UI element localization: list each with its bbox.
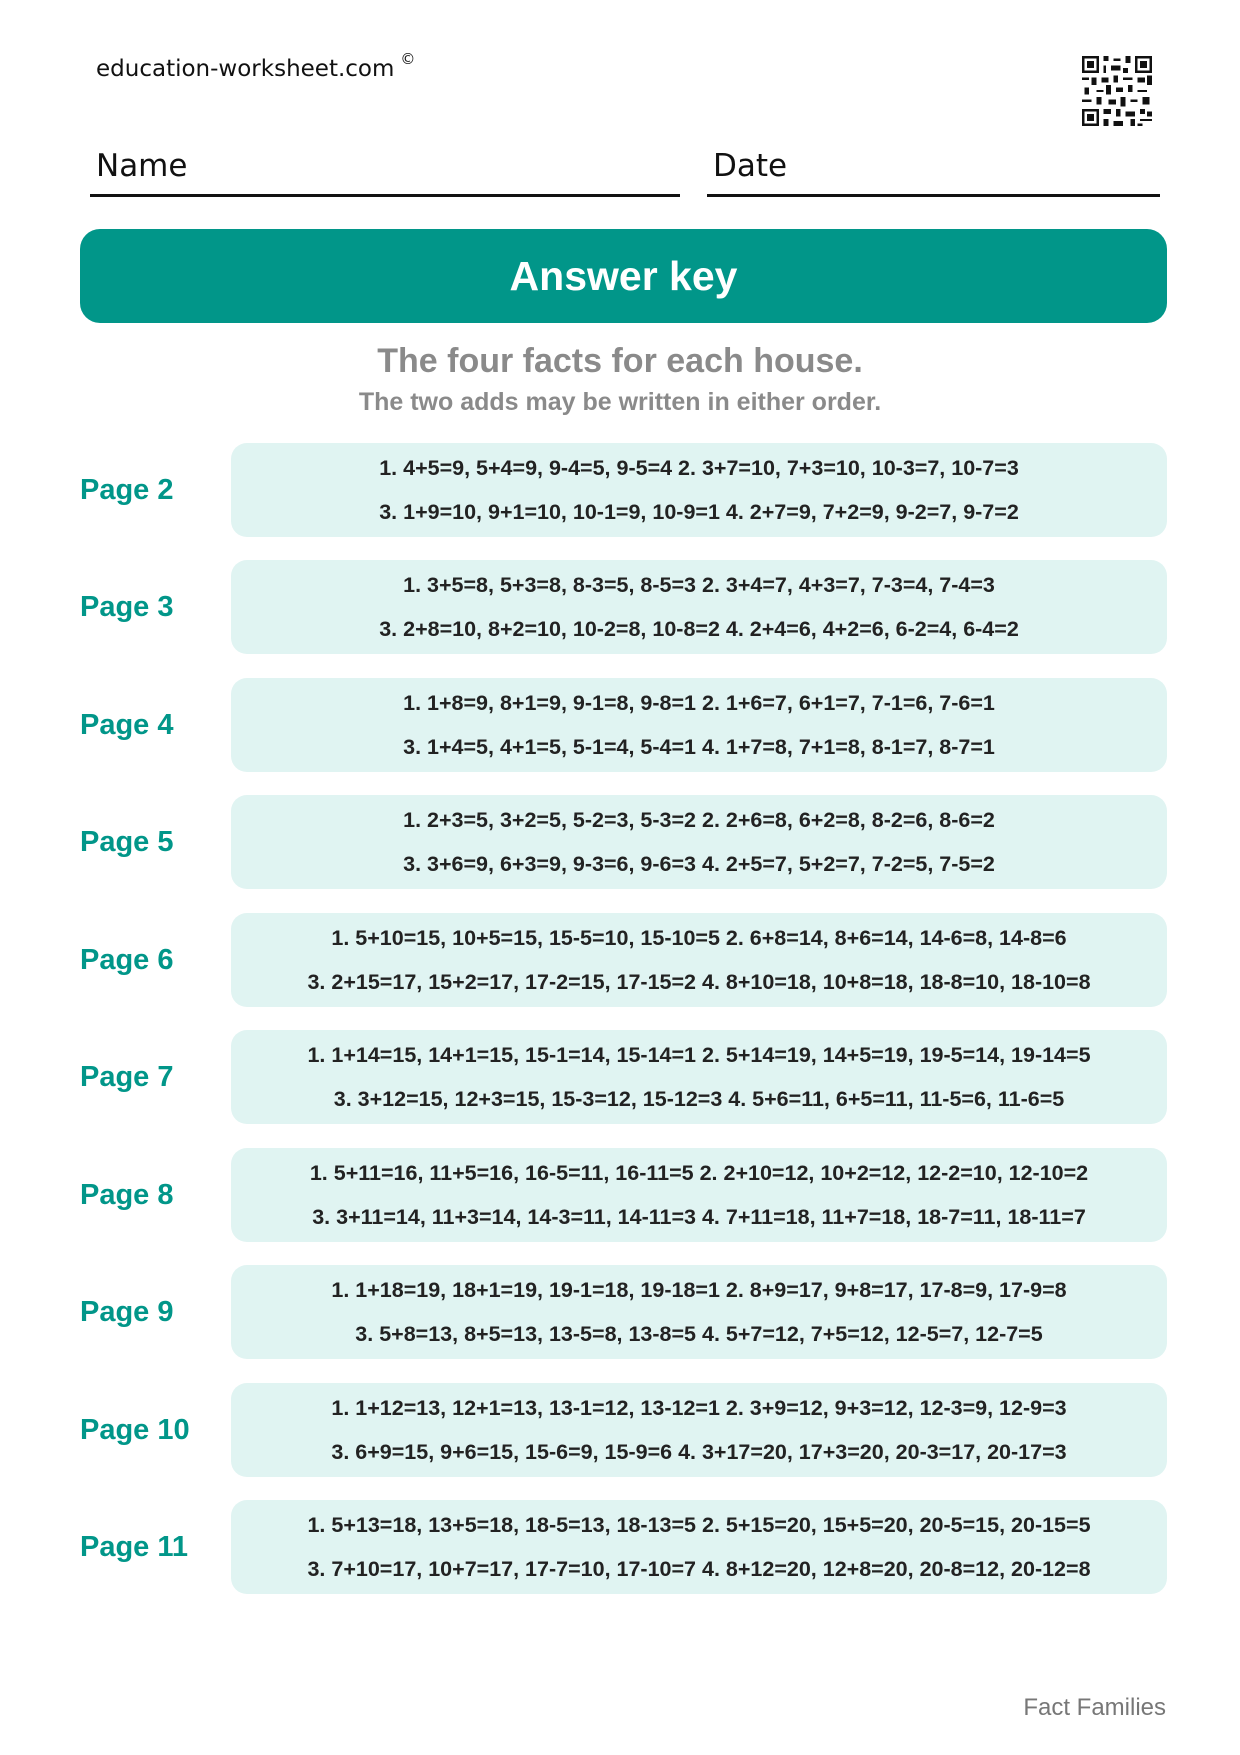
answer-line: 3. 3+11=14, 11+3=14, 14-3=11, 14-11=3 4. 7+11=18, 11+7=18, 18-7=11, 18-11=7	[312, 1204, 1086, 1229]
answer-line: 3. 5+8=13, 8+5=13, 13-5=8, 13-8=5 4. 5+7=12, 7+5=12, 12-5=7, 12-7=5	[355, 1321, 1043, 1346]
answer-line: 3. 7+10=17, 10+7=17, 17-7=10, 17-10=7 4. 8+12=20, 12+8=20, 20-8=12, 20-12=8	[307, 1556, 1091, 1581]
answer-box	[231, 678, 1167, 772]
answer-row	[0, 1148, 1240, 1242]
qr-code-icon	[1082, 56, 1152, 126]
answer-box	[231, 1148, 1167, 1242]
page-label: Page 6	[80, 944, 174, 976]
instructions-subtitle: The two adds may be written in either order.	[358, 388, 882, 416]
answer-line: 3. 2+8=10, 8+2=10, 10-2=8, 10-8=2 4. 2+4=6, 4+2=6, 6-2=4, 6-4=2	[379, 616, 1019, 641]
answer-key-banner	[80, 229, 1167, 323]
answer-box	[231, 1030, 1167, 1124]
answer-row	[0, 913, 1240, 1007]
answer-row	[0, 1265, 1240, 1359]
answer-line: 3. 6+9=15, 9+6=15, 15-6=9, 15-9=6 4. 3+17=20, 17+3=20, 20-3=17, 20-17=3	[331, 1439, 1067, 1464]
answer-line: 3. 1+4=5, 4+1=5, 5-1=4, 5-4=1 4. 1+7=8, 7+1=8, 8-1=7, 8-7=1	[403, 734, 995, 759]
answer-line: 1. 2+3=5, 3+2=5, 5-2=3, 5-3=2 2. 2+6=8, 6+2=8, 8-2=6, 8-6=2	[403, 807, 995, 832]
answer-box	[231, 795, 1167, 889]
page-label: Page 5	[80, 826, 174, 858]
answer-box	[231, 1500, 1167, 1594]
answer-line: 1. 1+12=13, 12+1=13, 13-1=12, 13-12=1 2. 3+9=12, 9+3=12, 12-3=9, 12-9=3	[331, 1395, 1067, 1420]
answer-box	[231, 913, 1167, 1007]
answer-line: 1. 5+10=15, 10+5=15, 15-5=10, 15-10=5 2. 6+8=14, 8+6=14, 14-6=8, 14-8=6	[331, 925, 1067, 950]
answer-row	[0, 1500, 1240, 1594]
answer-line: 1. 1+8=9, 8+1=9, 9-1=8, 9-8=1 2. 1+6=7, 6+1=7, 7-1=6, 7-6=1	[403, 690, 995, 715]
answer-line: 1. 5+13=18, 13+5=18, 18-5=13, 18-13=5 2. 5+15=20, 15+5=20, 20-5=15, 20-15=5	[307, 1512, 1091, 1537]
site-name	[96, 50, 415, 82]
page-label: Page 9	[80, 1296, 174, 1328]
name-field[interactable]	[90, 138, 680, 197]
page-label: Page 3	[80, 591, 174, 623]
page-label: Page 7	[80, 1061, 174, 1093]
answer-row	[0, 443, 1240, 537]
answer-line: 1. 4+5=9, 5+4=9, 9-4=5, 9-5=4 2. 3+7=10, 7+3=10, 10-3=7, 10-7=3	[379, 455, 1019, 480]
answer-line: 3. 2+15=17, 15+2=17, 17-2=15, 17-15=2 4. 8+10=18, 10+8=18, 18-8=10, 18-10=8	[307, 969, 1091, 994]
page-label: Page 4	[80, 709, 174, 741]
site-name-text: education-worksheet.com	[96, 56, 395, 82]
answer-line: 3. 3+6=9, 6+3=9, 9-3=6, 9-6=3 4. 2+5=7, 5+2=7, 7-2=5, 7-5=2	[403, 851, 995, 876]
page-label: Page 10	[80, 1414, 190, 1446]
answer-box	[231, 1265, 1167, 1359]
page-label: Page 11	[80, 1531, 189, 1563]
answer-row	[0, 795, 1240, 889]
page-label: Page 8	[80, 1179, 174, 1211]
answer-line: 1. 5+11=16, 11+5=16, 16-5=11, 16-11=5 2. 2+10=12, 10+2=12, 12-2=10, 12-10=2	[309, 1160, 1089, 1185]
instructions-title: The four facts for each house.	[377, 342, 863, 380]
date-field[interactable]	[707, 138, 1160, 197]
banner-title: Answer key	[509, 252, 738, 299]
answer-box	[231, 443, 1167, 537]
answer-row	[0, 560, 1240, 654]
answer-row	[0, 1030, 1240, 1124]
answer-line: 1. 3+5=8, 5+3=8, 8-3=5, 8-5=3 2. 3+4=7, 4+3=7, 7-3=4, 7-4=3	[403, 572, 995, 597]
page-label: Page 2	[80, 474, 174, 506]
answer-line: 1. 1+18=19, 18+1=19, 19-1=18, 19-18=1 2. 8+9=17, 9+8=17, 17-8=9, 17-9=8	[331, 1277, 1067, 1302]
answer-box	[231, 560, 1167, 654]
name-label: Name	[96, 148, 188, 184]
answer-box	[231, 1383, 1167, 1477]
answer-line: 3. 3+12=15, 12+3=15, 15-3=12, 15-12=3 4. 5+6=11, 6+5=11, 11-5=6, 11-6=5	[333, 1086, 1065, 1111]
answer-line: 3. 1+9=10, 9+1=10, 10-1=9, 10-9=1 4. 2+7=9, 7+2=9, 9-2=7, 9-7=2	[379, 499, 1019, 524]
answer-row	[0, 678, 1240, 772]
answer-line: 1. 1+14=15, 14+1=15, 15-1=14, 15-14=1 2. 5+14=19, 14+5=19, 19-5=14, 19-14=5	[307, 1042, 1091, 1067]
footer-text: Fact Families	[1023, 1694, 1166, 1721]
copyright-symbol: ©	[400, 50, 416, 68]
answer-row	[0, 1383, 1240, 1477]
date-label: Date	[713, 148, 788, 184]
